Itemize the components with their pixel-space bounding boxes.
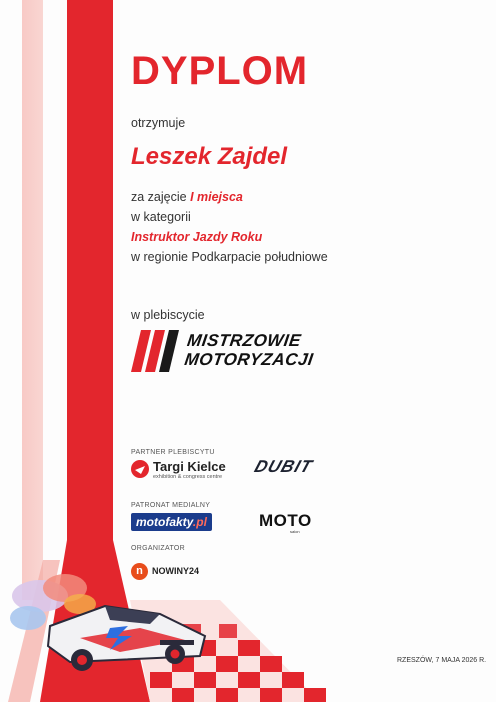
contest-prefix: w plebiscycie xyxy=(131,308,205,322)
contest-name xyxy=(183,331,317,369)
diploma-title: DYPLOM xyxy=(131,49,309,93)
dubit-logo: DUBIT xyxy=(252,457,316,476)
targi-kielce-name: Targi Kielce xyxy=(153,459,226,474)
contest-name-line1: MISTRZOWIE xyxy=(186,331,303,350)
nowiny24-name: NOWINY24 xyxy=(152,566,200,576)
motofakty-tld: .pl xyxy=(192,515,207,529)
moto-salon-subtitle: salon xyxy=(290,529,300,534)
region-text: w regionie Podkarpacie południowe xyxy=(131,250,328,264)
motofakty-name: motofakty xyxy=(136,515,193,529)
place-line xyxy=(131,190,243,204)
contest-name-line2: MOTORYZACJI xyxy=(183,350,315,369)
mistrzowie-logo-icon xyxy=(131,330,179,372)
receives-text: otrzymuje xyxy=(131,116,186,130)
partner-label: PARTNER PLEBISCYTU xyxy=(131,449,215,456)
place-value: I miejsca xyxy=(190,190,243,204)
moto-salon-logo: MOTO xyxy=(259,511,312,530)
media-patron-label: PATRONAT MEDIALNY xyxy=(131,502,211,509)
race-car-illustration xyxy=(10,566,210,676)
category-prefix: w kategorii xyxy=(131,210,191,224)
place-prefix: za zajęcie xyxy=(131,190,191,204)
targi-kielce-logo-icon xyxy=(131,460,149,478)
recipient-name: Leszek Zajdel xyxy=(131,143,288,170)
motofakty-logo xyxy=(131,513,212,531)
targi-kielce-subtitle: exhibition & congress centre xyxy=(153,474,223,480)
category-value: Instruktor Jazdy Roku xyxy=(131,230,263,244)
issue-date: RZESZÓW, 7 MAJA 2026 R. xyxy=(397,657,487,664)
organizer-label: ORGANIZATOR xyxy=(131,545,185,552)
nowiny-logo-icon: n xyxy=(131,563,148,580)
